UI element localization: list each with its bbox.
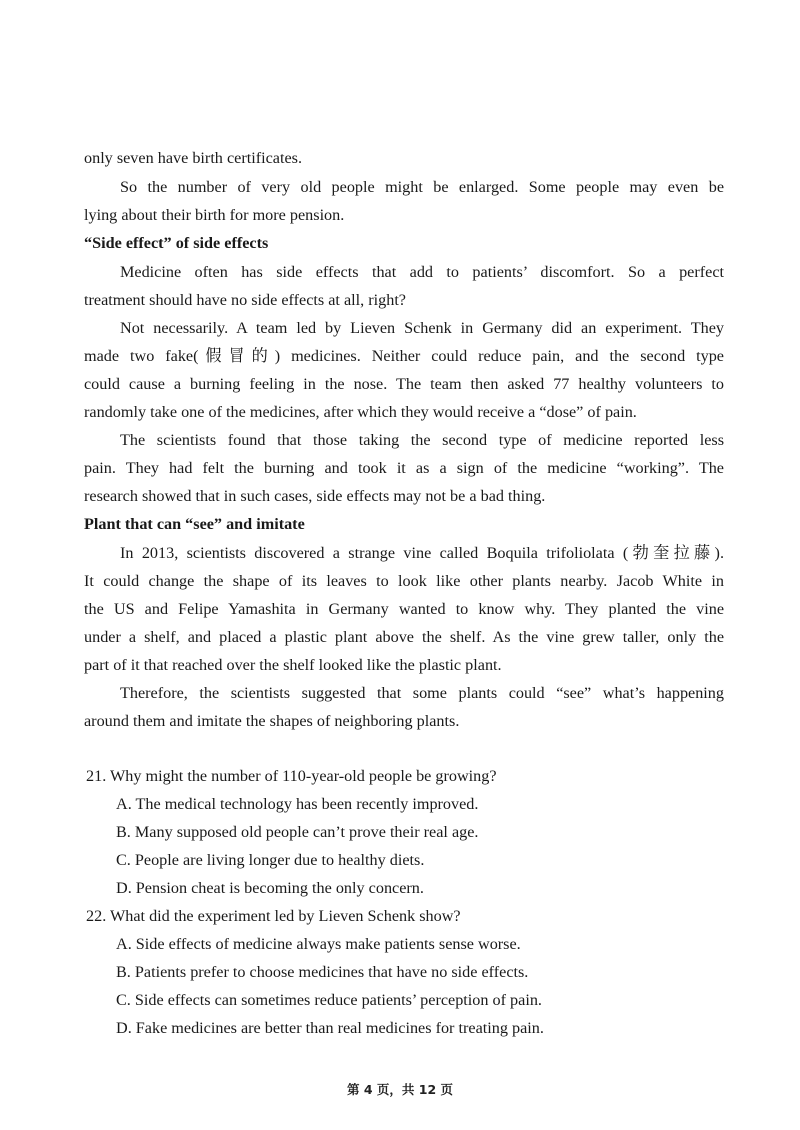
answer-option: C. People are living longer due to healthy diets. xyxy=(116,851,425,869)
answer-option: A. The medical technology has been recently improved. xyxy=(116,795,479,813)
passage-text: could cause a burning feeling in the nose. The team then asked 77 healthy volunteers to xyxy=(84,375,724,393)
question-stem: 21. Why might the number of 110-year-old people be growing? xyxy=(86,767,497,785)
answer-option: D. Fake medicines are better than real medicines for treating pain. xyxy=(116,1019,544,1037)
passage-text: lying about their birth for more pension. xyxy=(84,206,345,224)
answer-option: B. Many supposed old people can’t prove their real age. xyxy=(116,823,479,841)
passage-text: research showed that in such cases, side effects may not be a bad thing. xyxy=(84,487,546,505)
passage-text: made two fake(假冒的) medicines. Neither could reduce pain, and the second type xyxy=(84,347,724,365)
passage-text: The scientists found that those taking the second type of medicine reported less xyxy=(120,431,724,449)
page-number-footer: 第 4 页，共 12 页 xyxy=(347,1082,453,1097)
passage-text: It could change the shape of its leaves to look like other plants nearby. Jacob White in xyxy=(84,572,724,590)
passage-text: the US and Felipe Yamashita in Germany wanted to know why. They planted the vine xyxy=(84,600,724,618)
passage-text: So the number of very old people might be enlarged. Some people may even be xyxy=(120,178,724,196)
answer-option: B. Patients prefer to choose medicines that have no side effects. xyxy=(116,963,529,981)
answer-option: A. Side effects of medicine always make patients sense worse. xyxy=(116,935,521,953)
passage-text: pain. They had felt the burning and took it as a sign of the medicine “working”. The xyxy=(84,459,724,477)
passage-text: In 2013, scientists discovered a strange vine called Boquila trifoliolata (勃奎拉藤). xyxy=(120,544,724,562)
passage-text: under a shelf, and placed a plastic plant above the shelf. As the vine grew taller, only the xyxy=(84,628,724,646)
question-stem: 22. What did the experiment led by Lieven Schenk show? xyxy=(86,907,461,925)
section-heading: “Side effect” of side effects xyxy=(84,234,269,252)
answer-option: D. Pension cheat is becoming the only concern. xyxy=(116,879,424,897)
passage-text: Not necessarily. A team led by Lieven Schenk in Germany did an experiment. They xyxy=(120,319,724,337)
passage-text: around them and imitate the shapes of neighboring plants. xyxy=(84,712,460,730)
answer-option: C. Side effects can sometimes reduce patients’ perception of pain. xyxy=(116,991,542,1009)
passage-text: Medicine often has side effects that add to patients’ discomfort. So a perfect xyxy=(120,263,724,281)
passage-text: part of it that reached over the shelf looked like the plastic plant. xyxy=(84,656,502,674)
passage-text: Therefore, the scientists suggested that some plants could “see” what’s happening xyxy=(120,684,724,702)
passage-text: randomly take one of the medicines, after which they would receive a “dose” of pain. xyxy=(84,403,637,421)
passage-text: only seven have birth certificates. xyxy=(84,149,302,167)
passage-text: treatment should have no side effects at all, right? xyxy=(84,291,406,309)
section-heading: Plant that can “see” and imitate xyxy=(84,515,305,533)
